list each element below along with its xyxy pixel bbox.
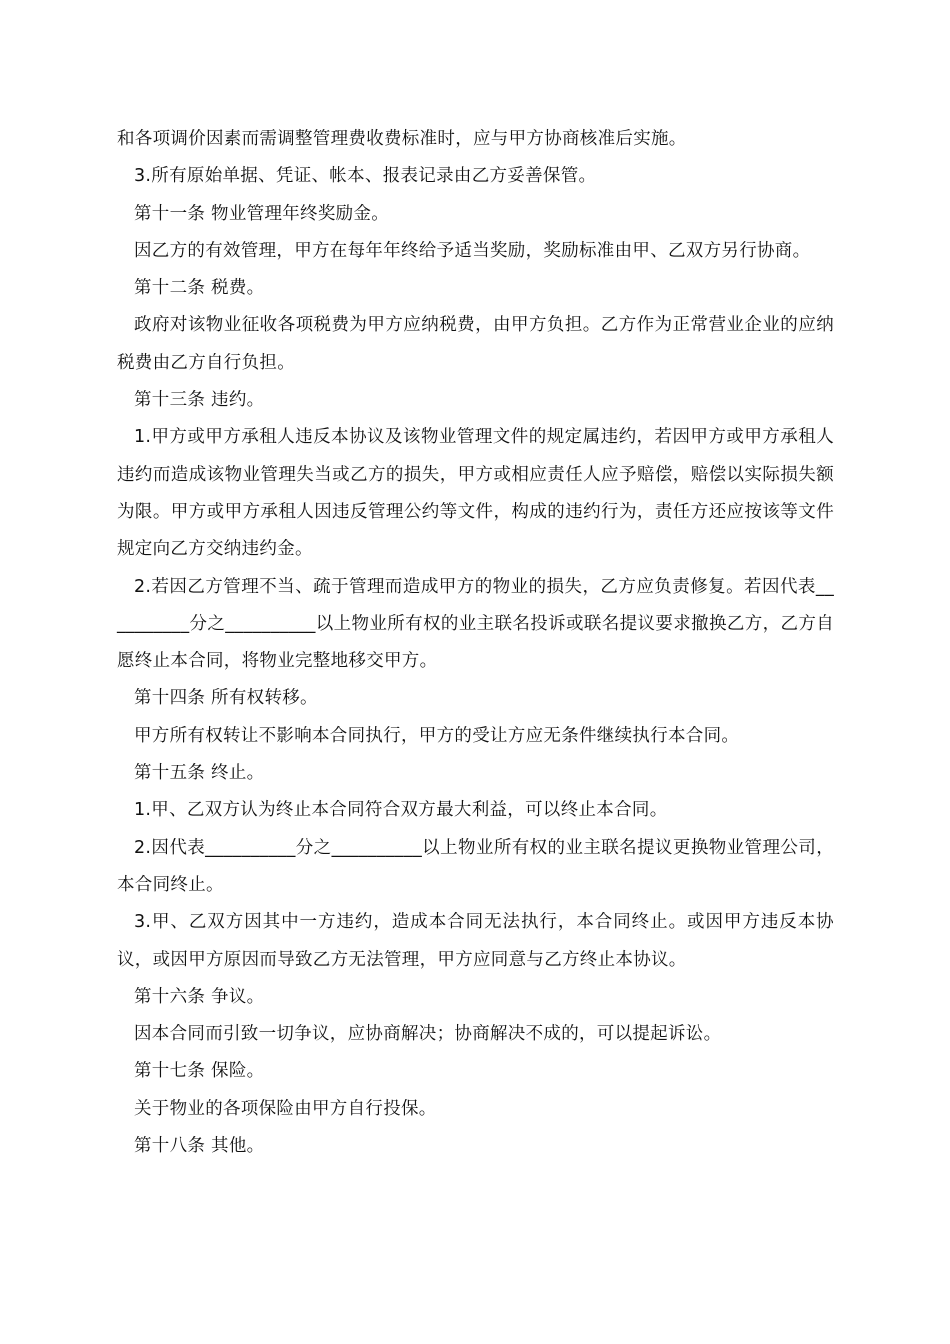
paragraph: 1.甲方或甲方承租人违反本协议及该物业管理文件的规定属违约，若因甲方或甲方承租人违约而造成该物业管理失当或乙方的损失，甲方或相应责任人应予赔偿，赔偿以实际损失额为限。甲方或甲方承租人因违反管理公约等文件，构成的违约行为，责任方还应按该等文件规定向乙方交纳违约金。	[117, 427, 834, 560]
article-heading: 第十六条 争议。	[134, 986, 265, 1007]
paragraph: 1.甲、乙双方认为终止本合同符合双方最大利益，可以终止本合同。	[134, 800, 668, 821]
paragraph: 3.所有原始单据、凭证、帐本、报表记录由乙方妥善保管。	[134, 166, 597, 187]
article-heading: 第十二条 税费。	[134, 278, 265, 299]
paragraph: 政府对该物业征收各项税费为甲方应纳税费，由甲方负担。乙方作为正常营业企业的应纳税费由乙方自行负担。	[117, 315, 834, 373]
paragraph: 2.若因乙方管理不当、疏于管理而造成甲方的物业的损失，乙方应负责修复。若因代表__________分之__________以上物业所有权的业主联名投诉或联名提议要求撤换乙方，乙方自愿终止本合同，将物业完整地移交甲方。	[117, 576, 834, 672]
paragraph: 3.甲、乙双方因其中一方违约，造成本合同无法执行，本合同终止。或因甲方违反本协议，或因甲方原因而导致乙方无法管理，甲方应同意与乙方终止本协议。	[117, 912, 834, 970]
paragraph: 甲方所有权转让不影响本合同执行，甲方的受让方应无条件继续执行本合同。	[134, 725, 740, 746]
article-heading: 第十一条 物业管理年终奖励金。	[134, 203, 390, 224]
paragraph: 因乙方的有效管理，甲方在每年年终给予适当奖励，奖励标准由甲、乙双方另行协商。	[134, 240, 811, 261]
document-page	[117, 121, 834, 1165]
paragraph: 2.因代表__________分之__________以上物业所有权的业主联名提议更换物业管理公司，本合同终止。	[117, 837, 834, 895]
paragraph: 和各项调价因素而需调整管理费收费标准时，应与甲方协商核准后实施。	[117, 129, 687, 149]
paragraph: 关于物业的各项保险由甲方自行投保。	[134, 1098, 437, 1119]
article-heading: 第十五条 终止。	[134, 763, 265, 784]
article-heading: 第十八条 其他。	[134, 1136, 265, 1157]
article-heading: 第十四条 所有权转移。	[134, 688, 318, 709]
article-heading: 第十七条 保险。	[134, 1061, 265, 1082]
paragraph: 因本合同而引致一切争议，应协商解决；协商解决不成的，可以提起诉讼。	[134, 1024, 722, 1045]
article-heading: 第十三条 违约。	[134, 390, 265, 411]
